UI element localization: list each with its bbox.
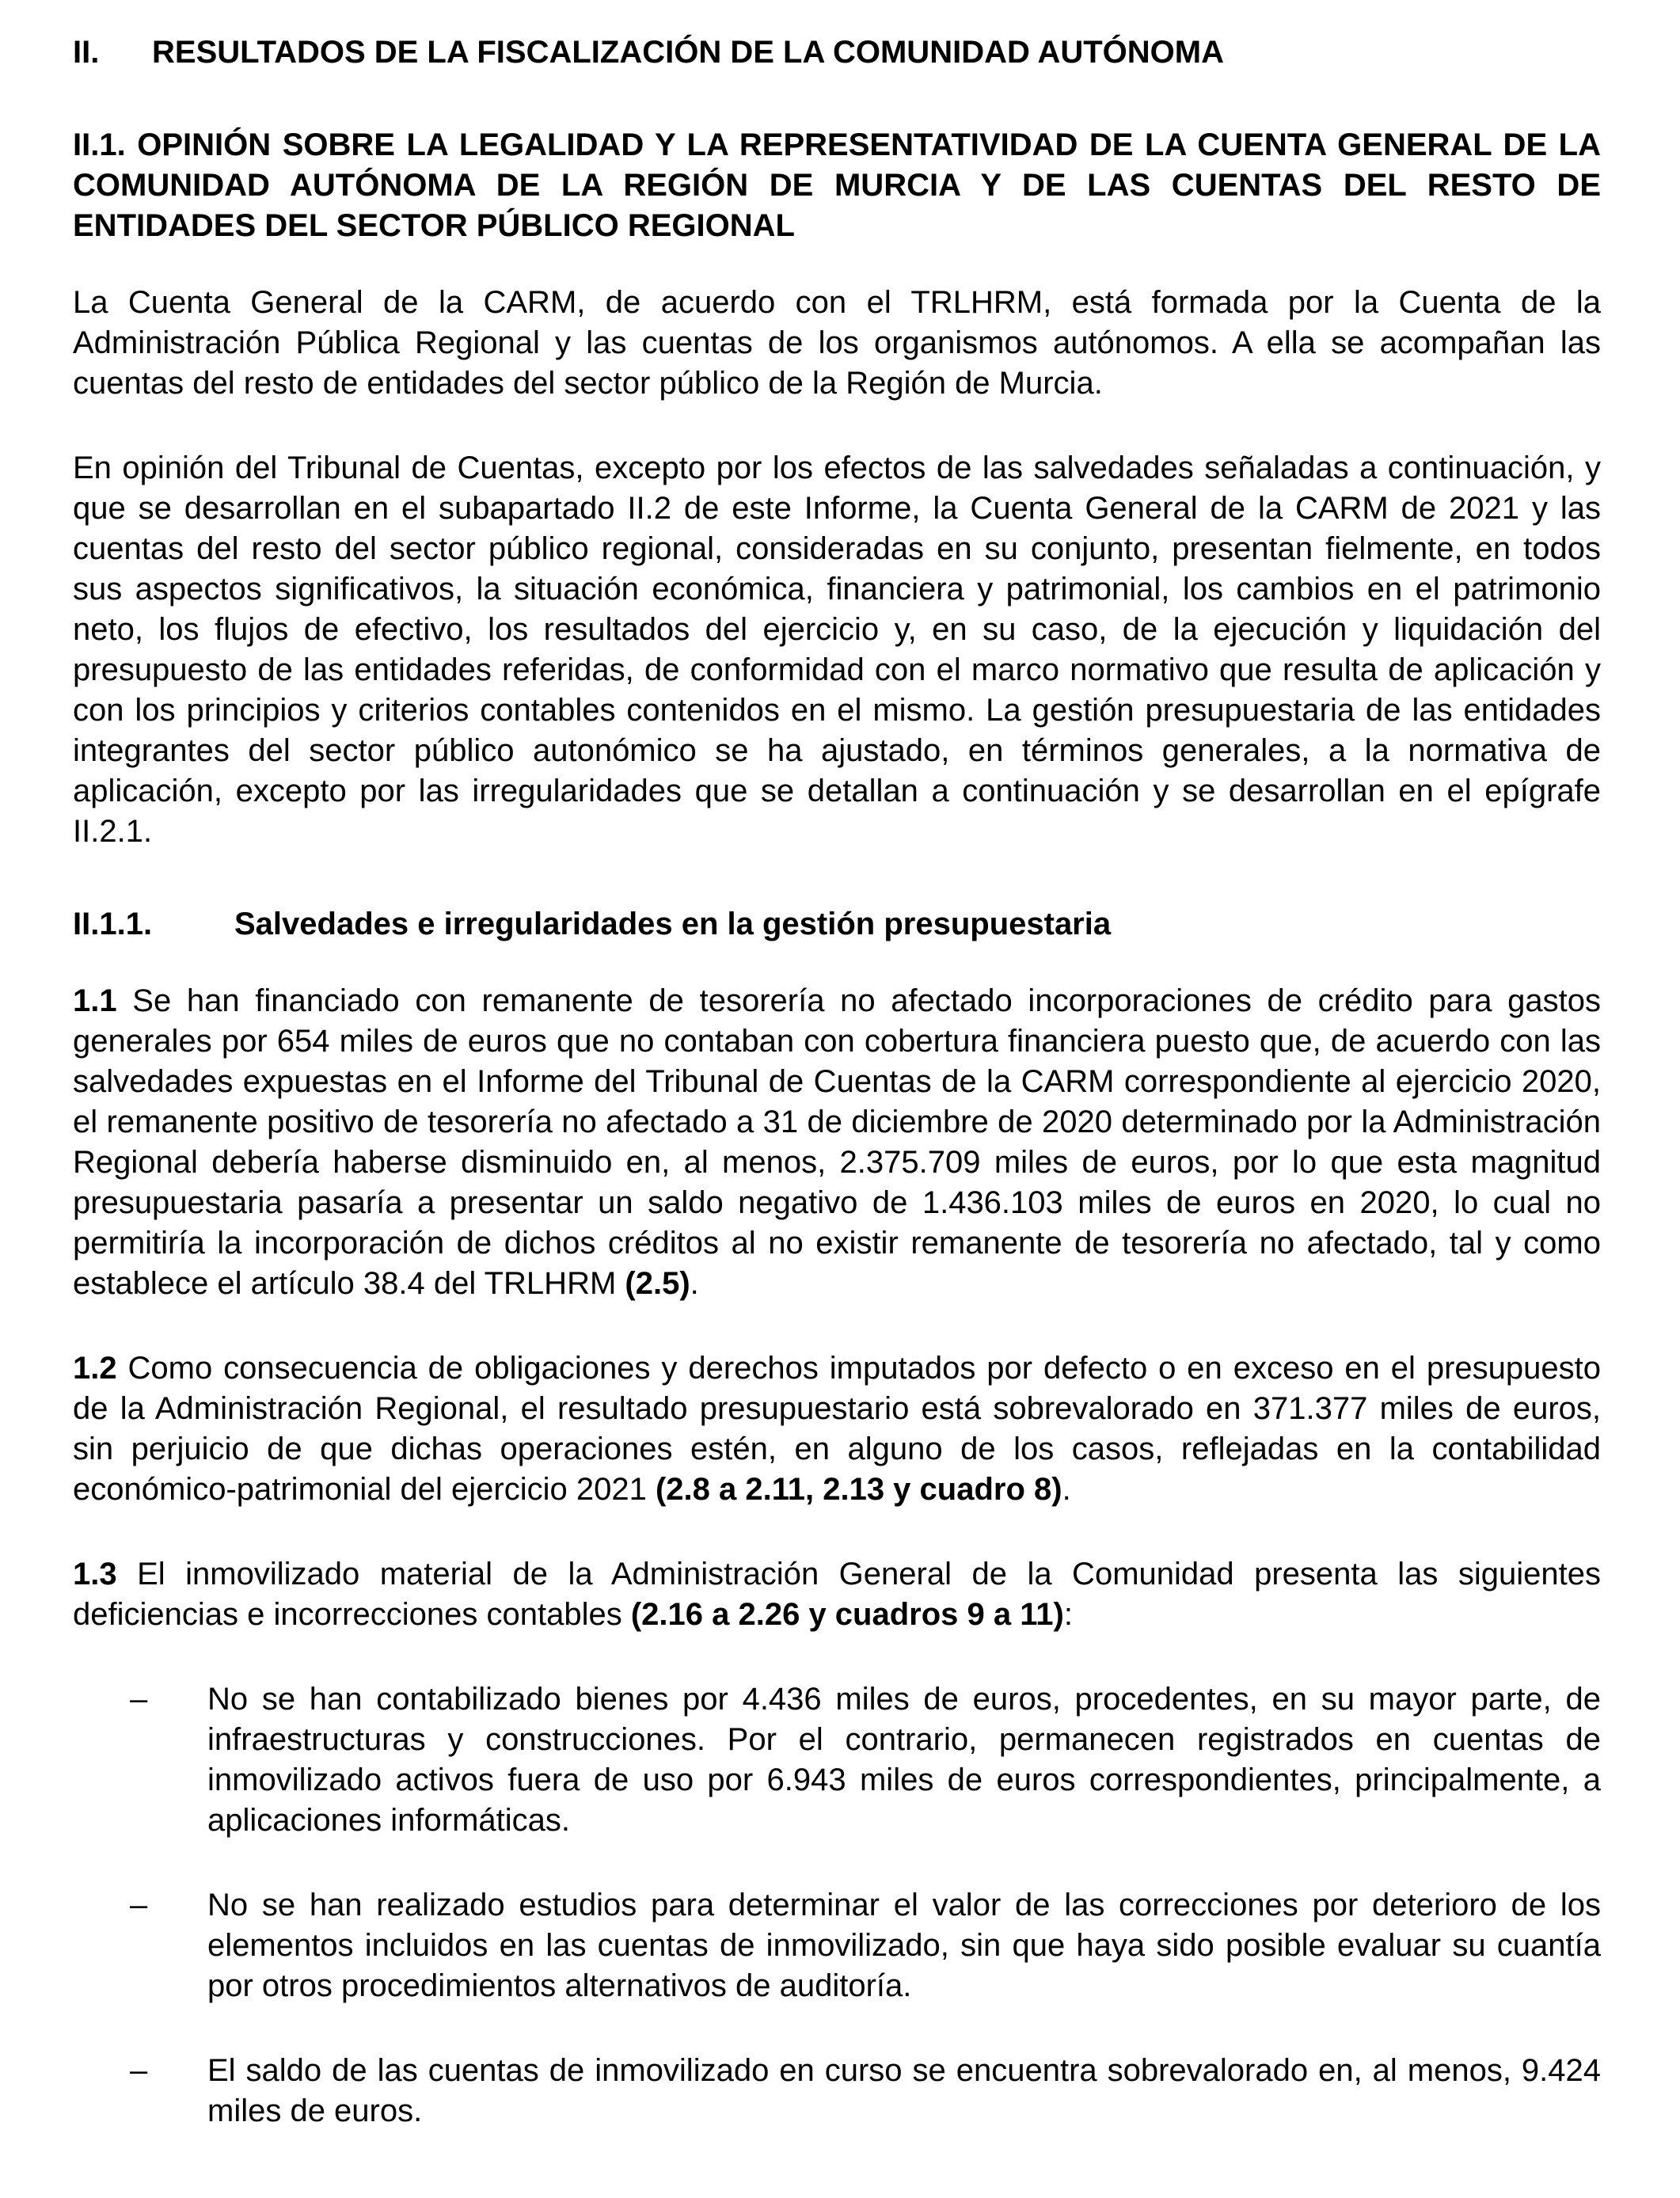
- paragraph-opinion: En opinión del Tribunal de Cuentas, excepto por los efectos de las salvedades señaladas a continuación, y que se desarrollan en el subapartado II.2 de este Informe, la Cuenta General de la CARM de 2021 y las cuentas del resto del sector público regional, consideradas en su conjunto, presentan fielmente, en todos sus aspectos significativos, la situación económica, financiera y patrimonial, los cambios en el patrimonio neto, los flujos de efectivo, los resultados del ejercicio y, en su caso, de la ejecución y liquidación del presupuesto de las entidades referidas, de conformidad con el marco normativo que resulta de aplicación y con los principios y criterios contables contenidos en el mismo. La gestión presupuestaria de las entidades integrantes del sector público autonómico se ha ajustado, en términos generales, a la normativa de aplicación, excepto por las irregularidades que se detallan a continuación y se desarrollan en el epígrafe II.2.1.: [73, 451, 1601, 849]
- item-end: :: [1063, 1597, 1073, 1632]
- paragraph-intro: La Cuenta General de la CARM, de acuerdo con el TRLHRM, está formada por la Cuenta de la Administración Pública Regional y las cuentas de los organismos autónomos. A ella se acompañan las cuentas del resto de entidades del sector público de la Región de Murcia.: [73, 285, 1601, 401]
- item-reference: (2.8 a 2.11, 2.13 y cuadro 8): [655, 1472, 1062, 1507]
- item-1-1: [73, 981, 1601, 1304]
- document-page: [73, 32, 1601, 2176]
- item-text: Como consecuencia de obligaciones y derechos imputados por defecto o en exceso en el presupuesto de la Administración Regional, el resultado presupuestario está sobrevalorado en 371.377 miles de euros, sin perjuicio de que dichas operaciones estén, en alguno de los casos, reflejadas en la contabilidad económico-patrimonial del ejercicio 2021: [73, 1351, 1601, 1507]
- item-number: 1.2: [73, 1351, 117, 1386]
- item-reference: (2.16 a 2.26 y cuadros 9 a 11): [630, 1597, 1064, 1632]
- section-heading: II.1. OPINIÓN SOBRE LA LEGALIDAD Y LA REPRESENTATIVIDAD DE LA CUENTA GENERAL DE LA COMUNIDAD AUTÓNOMA DE LA REGIÓN DE MURCIA Y DE LAS CUENTAS DEL RESTO DE ENTIDADES DEL SECTOR PÚBLICO REGIONAL: [73, 127, 1601, 243]
- item-text: Se han financiado con remanente de tesorería no afectado incorporaciones de crédito para gastos generales por 654 miles de euros que no contaban con cobertura financiera puesto que, de acuerdo con las salvedades expuestas en el Informe del Tribunal de Cuentas de la CARM correspondiente al ejercicio 2020, el remanente positivo de tesorería no afectado a 31 de diciembre de 2020 determinado por la Administración Regional debería haberse disminuido en, al menos, 2.375.709 miles de euros, por lo que esta magnitud presupuestaria pasaría a presentar un saldo negativo de 1.436.103 miles de euros en 2020, lo cual no permitiría la incorporación de dichos créditos al no existir remanente de tesorería no afectado, tal y como establece el artículo 38.4 del TRLHRM: [73, 983, 1601, 1301]
- dash-marker: –: [130, 1888, 148, 1922]
- item-end: .: [1062, 1472, 1071, 1507]
- item-reference: (2.5): [625, 1266, 690, 1301]
- list-item-text: No se han realizado estudios para determinar el valor de las correcciones por deterioro de los elementos incluidos en las cuentas de inmovilizado, sin que haya sido posible evaluar su cuantía por otros procedimientos alternativos de auditoría.: [207, 1888, 1601, 2003]
- subheading-title: Salvedades e irregularidades en la gestión presupuestaria: [234, 907, 1112, 941]
- list-item-text: No se han contabilizado bienes por 4.436 miles de euros, procedentes, en su mayor parte, de infraestructuras y construcciones. Por el contrario, permanecen registrados en cuentas de inmovilizado activos fuera de uso por 6.943 miles de euros correspondientes, principalmente, a aplicaciones informáticas.: [207, 1682, 1601, 1838]
- list-item: [73, 2051, 1601, 2131]
- list-item: [73, 1885, 1601, 2006]
- main-heading: [73, 32, 1601, 73]
- dash-marker: –: [130, 1682, 148, 1717]
- main-heading-title: RESULTADOS DE LA FISCALIZACIÓN DE LA COMUNIDAD AUTÓNOMA: [152, 35, 1225, 70]
- subheading-number: II.1.1.: [73, 907, 153, 941]
- item-1-3: [73, 1554, 1601, 1635]
- main-heading-number: II.: [73, 35, 100, 70]
- item-number: 1.1: [73, 983, 117, 1018]
- item-text: El inmovilizado material de la Administración General de la Comunidad presenta las siguientes deficiencias e incorrecciones contables: [73, 1557, 1601, 1632]
- item-1-2: [73, 1348, 1601, 1510]
- dash-marker: –: [130, 2053, 148, 2088]
- list-item: [73, 1679, 1601, 1841]
- list-item-text: El saldo de las cuentas de inmovilizado en curso se encuentra sobrevalorado en, al menos, 9.424 miles de euros.: [207, 2053, 1601, 2128]
- item-number: 1.3: [73, 1557, 117, 1591]
- deficiency-list: [73, 1679, 1601, 2131]
- item-end: .: [690, 1266, 699, 1301]
- subheading: [73, 904, 1601, 945]
